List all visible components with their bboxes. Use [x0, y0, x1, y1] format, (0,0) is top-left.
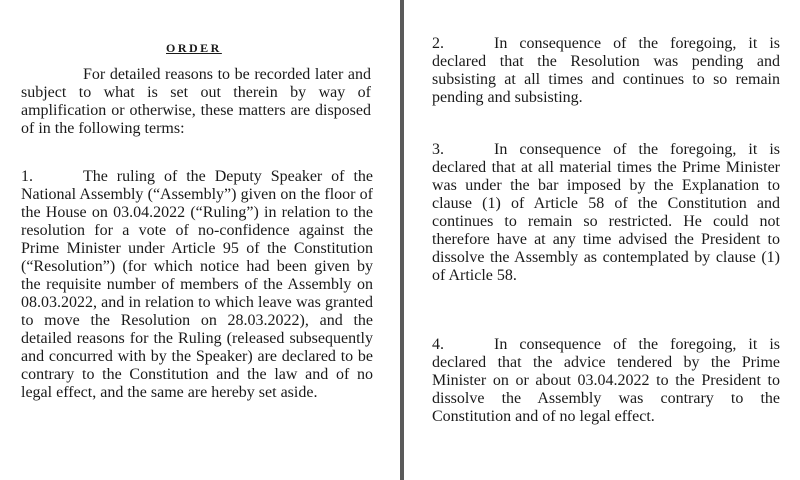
- order-paragraph-4: [432, 336, 780, 426]
- paragraph-text: In consequence of the foregoing, it is declared that the advice tendered by the Prime Minister on or about 03.04.2022 to the President to dissolve the Assembly was contrary to the Constitution and of no legal effect.: [432, 336, 780, 425]
- order-paragraph-1: [21, 168, 373, 402]
- paragraph-number: 1.: [21, 168, 33, 185]
- paragraph-number: 2.: [432, 35, 444, 52]
- order-heading: ORDER: [166, 41, 222, 55]
- page-divider: [400, 0, 404, 480]
- intro-paragraph: For detailed reasons to be recorded later and subject to what is set out therein by way of amplification or otherwise, these matters are disposed of in the following terms:: [21, 66, 371, 137]
- order-paragraph-2: [432, 35, 780, 107]
- paragraph-text: The ruling of the Deputy Speaker of the National Assembly (“Assembly”) given on the floor of the House on 03.04.2022 (“Ruling”) in relation to the resolution for a vote of no-confidence against the Prime Minister under Article 95 of the Constitution (“Resolution”) (for which notice had been given by the requisite number of members of the Assembly on 08.03.2022, and in relation to which leave was granted to move the Resolution on 28.03.2022), and the detailed reasons for the Ruling (released subsequently and concurred with by the Speaker) are declared to be contrary to the Constitution and the law and of no legal effect, and the same are hereby set aside.: [21, 168, 373, 401]
- paragraph-text: In consequence of the foregoing, it is declared that the Resolution was pending and subsisting at all times and continues to so remain pending and subsisting.: [432, 35, 780, 106]
- order-paragraph-3: [432, 141, 780, 285]
- paragraph-number: 3.: [432, 141, 444, 158]
- paragraph-number: 4.: [432, 336, 444, 353]
- paragraph-text: In consequence of the foregoing, it is declared that at all material times the Prime Minister was under the bar imposed by the Explanation to clause (1) of Article 58 of the Constitution and continues to remain so restricted. He could not therefore have at any time advised the President to dissolve the Assembly as contemplated by clause (1) of Article 58.: [432, 141, 780, 284]
